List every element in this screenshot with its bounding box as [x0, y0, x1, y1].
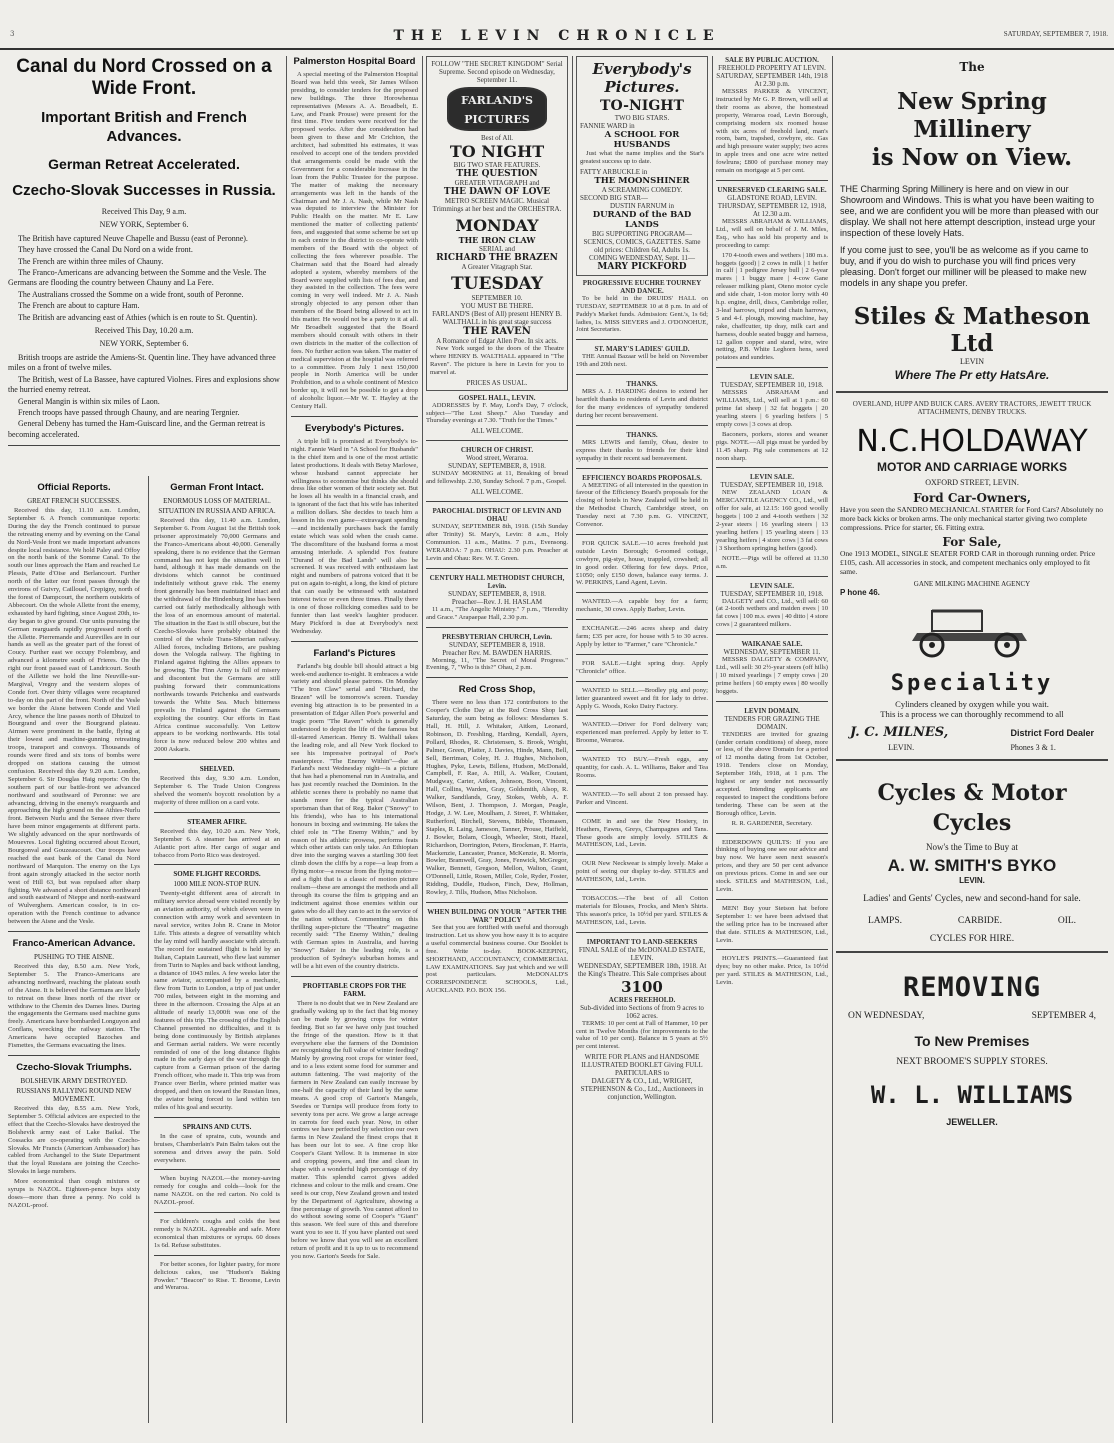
ad-title: Where The Pr etty HatsAre. [894, 368, 1050, 382]
paragraph: The British are advancing east of Athies (which is en route to St. Quentin). [18, 312, 258, 322]
ad-caption: PRICES AS USUAL. [466, 378, 528, 387]
church-caption: SUNDAY, SEPTEMBER, 8, 1918. [448, 462, 546, 471]
ad-caption: FOLLOW "THE SECRET KINGDOM" Serial Supreme. Second episode on Wednesday, September 11. [431, 60, 563, 84]
column-rule [712, 56, 713, 1423]
ad-caption: GANE MILKING MACHINE AGENCY [913, 580, 1031, 588]
ad-caption: JEWELLER. [946, 1117, 998, 1127]
section-subheading: ENORMOUS LOSS OF MATERIAL. [163, 497, 271, 505]
divider [576, 468, 708, 469]
dealer-line [840, 725, 1104, 740]
ad-caption: The [959, 60, 985, 74]
ad-caption: SECOND BIG STAR— [580, 193, 648, 202]
article-body: When buying NAZOL—the money-saving remedy for coughs and colds—look for the name NAZOL on the red carton. No cold is NAZOL-proof. [154, 1175, 280, 1207]
church-notice: SUNDAY, SEPTEMBER 8th, 1918. (15th Sunday after Trinity) St. Mary's, Levin: 8 a.m., Holy Communion. 11 a.m., Matins. 7 p.m., Evensong. WERAROA: 7 p.m. OHAU: 2.30 p.m. Preacher at Levin and Ohau: Rev. W. T. Green. [426, 523, 568, 562]
divider [154, 1255, 280, 1256]
sale-heading: LEVIN SALE. [750, 473, 794, 482]
ad-caption: NEXT BROOME'S SUPPLY STORES. [896, 1057, 1048, 1067]
church-notice: SUNDAY MORNING at 11, Breaking of bread and fellowship. 2.30, Sunday School. 7 p.m., Gospel. [426, 470, 568, 486]
ad-caption: Now's the Time to Buy at [926, 842, 1018, 852]
sale-body: DALGETY and CO., Ltd., will sell: 60 (at 2-tooth wethers and maiden ewes | 10 fat cows | 100 m.s. ewes | 40 ditto | 4 store cows | 2 guaranteed milkers. [716, 597, 828, 629]
ad-caption: LEVIN. [959, 876, 985, 885]
ad-title: TO-NIGHT [600, 98, 684, 114]
section-subheading: SITUATION IN RUSSIA AND AFRICA. [158, 507, 276, 515]
church-notice: 11 a.m., "The Angelic Ministry." 7 p.m., "Heredity and Grace." Arapaepae Hall, 2.30 p.m. [426, 605, 568, 621]
ad-body: Have you seen the SANDRO MECHANICAL STARTER for Ford Cars? Absolutely no more back kicks or broken arms. The only mechanical starter giving two complete compressions. Price for starter, £6. Fitting extra. [840, 505, 1104, 532]
ad-title: Speciality [890, 671, 1054, 696]
subcolumn-official [8, 476, 140, 1423]
classified-ad: OUR New Neckwear is simply lovely. Make a point of seeing our display to-day. STILES and MATHESON, Ltd., Levin. [576, 860, 708, 884]
section-subheading: RUSSIANS RALLYING ROUND NEW MOVEMENT. [16, 1087, 132, 1103]
notice-body: MRS A. J. HARDING desires to extend her heartfelt thanks to residents of Levin and district for the many evidences of sympathy tendered during her recent bereavement. [576, 388, 708, 419]
church-caption: ALL WELCOME. [470, 427, 524, 436]
article-body: In the case of sprains, cuts, wounds and bruises, Chamberlain's Pain Balm takes out the soreness and drives away the pain. Sold everywhere. [154, 1132, 280, 1164]
masthead [0, 0, 1114, 50]
dateline: NEW YORK, September 6. [99, 339, 189, 349]
received-line: Received This Day, 9 a.m. [101, 207, 187, 216]
removal-date-value: SEPTEMBER 4, [1031, 1011, 1096, 1021]
ad-caption: SEPTEMBER 10. [471, 294, 523, 302]
classified-ad: WANTED to SELL.—Brodley pig and pony; letter guaranteed sweet and fit for lady to drive. Apply G. Woods, Koko Dairy Factory. [576, 686, 708, 710]
divider [154, 864, 280, 865]
sale-body: TENDERS are invited for grazing (under certain conditions) of sheep, more or less, of the above Domain for a period of 12 months dating from 1st October, 1918. Tenders close on Monday, September 16th, 1918, at 1 p.m. The highest or any tender not necessarily accepted. Intending applicants are requested to inspect the conditions before tendering. These can be seen at the Borough office, Levin. R. R. GARDENER, Secretary. [716, 730, 828, 827]
dealer-contact [840, 743, 1104, 752]
church-heading: PRESBYTERIAN CHURCH, Levin. [441, 632, 553, 641]
land-sale-caption: WEDNESDAY, SEPTEMBER 18th, 1918. At the King's Theatre. This Sale comprises about [577, 961, 707, 978]
ad-caption: COMING WEDNESDAY, Sept. 11— [589, 253, 695, 262]
section-subheading: STEAMER AFIRE. [187, 817, 247, 826]
article-body: There is no doubt that we in New Zealand are gradually waking up to the fact that big money can be made by growing crops for winter feeding. But so far we have only just touched the fringe of the question. How is it that everywhere else the farmers of the Dominion are recognising the full value of winter feeding? Mainly by growing root crops for winter feed, and to a less extent some food for summer and autumn fattening. The vast majority of the farmers in New Zealand can easily increase by one-half the capacity of their land by the same means. A good crop of Garton's Mangels, Swedes or Turnips will produce from forty to seventy tons per acre. We grow a large acreage in carrots for feed each year. Now, in other centres we have perfected by selection our own farms in New Zealand the finest crops that it has been our lot to see. A fine crop like Cooper's Giant Yellow. It is immense in size and cropping powers, and fine and clean in shape with a wonderful high percentage of dry matter. This splendid carrot gives added richness and colour to the milk and cream. One seed is our crop, New Zealand grown and tested by the Department of Agriculture, showing a fine percentage of growth. You cannot afford to do without sowing some of Cooper's "Giant" this season. We feel sure of this and therefore want you to see it. If you have planted out seed before we know that you will see an excellent return of profit and it is up to us to recommend you now. Garton's Seeds for Sale. [291, 999, 418, 1260]
paragraph: The Franco-Americans are advancing between the Somme and the Vesle. The Germans are flooding the country between Chauny and La Fere. [8, 268, 267, 288]
church-caption: ALL WELCOME. [470, 488, 524, 497]
ad-caption: TWO BIG STARS. [614, 114, 670, 122]
sale-body: NEW ZEALAND LOAN & MERCANTILE AGENCY CO., Ltd., will offer for sale, at 12.15: 160 good woolly hoggets | 100 2 and 4-tooth wethers | 32 2-year steers | 16 yearling steers | 13 yearling heifers | 15 yearling steers | 13 yearling heifers | 4 store cows | 3 fat cows | 3 Shorthorn springing heifers (good). NOTE.—Pigs will be offered at 11.30 a.m. [716, 489, 828, 570]
article-body: Farland's big double bill should attract a big week-end audience to-night. It embraces a wide variety and should please patrons. On Monday "The Iron Claw" serial and "Richard, the Brazen" will be tomorrow's screen. Tuesday evening big attraction is to be presented in a presentation of Edgar Allen Poe's powerful and tragic poem "The Raven" which is generally understood to depict the life of the famous but ill-starred American. Henry B. Walthall takes the leading role, and all New York flocked to see his impressive portrayal of Poe's masterpiece. "The Enemy Within"—due at Farland's next Wednesday night—is a picture that has had a phenomenal run in Australia, and has just recently reached the Dominion. In the athletic scenes there is probably no name that stands more for the typical Australian sportsman than that of Reg. Baker ("Snowy" to his friends), who has to his international honours in boxing and swimming. He takes the chief role in "The Enemy Within," and by reason of his athletic prowess, performs feats which other artists can only take. An Ethiopian dive into the surging waves a startling 300 feet climb down the cliffs by a rope—a leap from a flying motor—a rescue from the flying motor—and a fight that is a classic of motion picture realism—these are amongst the methods and all through its course the film is gripping and an indictment against those enemies within our gates who do all they can to act in the service of the nation without. Commenting on this thrilling super-picture the "Theatre" magazine recently said: "The Enemy Within," dealing with German spies in Australia, and having "Snowy" Baker in the leading role, is a production of Sydney's suburban homes and will be a hit even of the country districts. [291, 662, 418, 971]
section-subheading: GREAT FRENCH SUCCESSES. [27, 497, 121, 505]
sale-heading: WAIKANAE SALE. [741, 640, 803, 649]
divider [576, 339, 708, 340]
notice-body: To be held in the DRUIDS' HALL on TUESDAY, SEPTEMBER 10 at 8 p.m. In aid of Paddy's Market funds. Admission: Gent.'s, 1s 6d; ladies, 1s. MISS SIEVERS and J. O'DONOHUE, Joint Secretaries. [576, 294, 708, 334]
ad-caption: YOU MUST BE THERE. [460, 302, 534, 310]
church-heading: CHURCH OF CHRIST. [460, 446, 534, 455]
divider [576, 715, 708, 716]
church-caption: SUNDAY, SEPTEMBER 8, 1918. [448, 640, 546, 649]
ad-title: THE DAWN OF LOVE [443, 187, 551, 197]
ad-title: REMOVING [902, 972, 1042, 1003]
ad-caption: This is a process we can thoroughly recommend to all [880, 709, 1064, 719]
divider [576, 654, 708, 655]
church-caption: Preacher—Rev. J. H. HASLAM [451, 597, 543, 606]
divider [716, 467, 828, 468]
article-body: Twenty-eight different area of aircraft in military service abroad were visited recently by an aviation authority, of which eleven were in connection with army work and seventeen in naval service, writes John R. Crane in Motor Life. This attests a degree of versatility which the lay mind will hardly associate with aircraft. The record for sustained flight is held by an Italian, Captain Laureati, who flew last summer from Turin to Naples and back without landing, a distance of 1043 miles. A few weeks later the same aviator, accompanied by a mechanic, flew from Turin to London, a trip of just under 700 miles, between eight in the morning and three in the afternoon. Crossing the Alps at an altitude of nearly 13,000ft was one of the features of this trip. The crossing of the English Channel presented no difficulties, and it is being done continuously by British airplanes and German aerial raiders. We were recently reminded of one of the long distance flights made in the early days of the war through the capture from a German prison of the daring French officer, who made it. This trip was from France over Berlin, where printed matter was dropped, and then on toward the Russian lines, the aviator being forced to land within ten miles of his goal and security. [154, 890, 280, 1111]
page-number: 3 [10, 30, 15, 38]
divider [576, 534, 708, 535]
cycle-item: OIL. [1057, 916, 1077, 926]
wire-report [8, 207, 280, 440]
divider [291, 641, 418, 642]
divider [836, 951, 1108, 953]
sale-caption: FREEHOLD PROPERTY AT LEVIN. [718, 64, 826, 72]
ad-caption: FARLAND'S (Best of All) present HENRY B. WALTHALL in his great stage success [432, 310, 562, 326]
column-entertainment-church [426, 56, 568, 1423]
ad-title: For Sale, [942, 535, 1002, 549]
classified-ad: FOR SALE.—Light spring dray. Apply "Chronicle" office. [576, 659, 708, 675]
sale-caption: GLADSTONE ROAD, LEVIN. [727, 193, 817, 202]
section-subheading: PROFITABLE CROPS FOR THE FARM. [302, 981, 407, 998]
farlands-logo-icon: FARLAND'S PICTURES [447, 87, 547, 131]
ad-caption: METRO SCREEN MAGIC. Musical Trimmings at her best and the ORCHESTRA. [432, 197, 562, 213]
ad-title: MARY PICKFORD [597, 261, 687, 272]
article-body: Received this day, 10.20 a.m. New York, September 6. A steamer has arrived at an Atlantic port afire. Her cargo of sugar and tobacco from Porto Rico was destroyed. [154, 827, 280, 859]
divider [8, 445, 280, 446]
ad-caption: GREATER VITAGRAPH and [454, 179, 540, 187]
classified-ad: EXCHANGE.—246 acres sheep and dairy farm; £35 per acre, for house with 5 to 30 acres. Apply by letter to "Farmer," care "Chronicle." [576, 625, 708, 648]
church-notice: ADDRESSES by F. May, Lord's Day, 7 o'clock, subject—"The Lost Sheep." Also Tuesday and Thursday evenings at 7.30. "Truth for the Times." [426, 401, 568, 425]
classified-ad: WANTED TO BUY.—Fresh eggs, any quantity, for cash. A. L. Williams, Baker and Tea Rooms. [576, 756, 708, 779]
sale-body: MESSRS PARKER & VINCENT, instructed by Mr G. P. Brown, will sell at their rooms as above, the homestead property, Weraroa road, Levin Borough, comprising modern six roomed house with six acres of freehold land, man's room, barn, trapshed, cowbyre, etc. Gas and high pressure water supply; two acres in apple trees and one acre wire netted fowlruns; £800 of purchase money may remain on mortgage at 5 per cent. [716, 88, 828, 175]
church-caption: Preacher Rev. M. BAWDEN HARRIS. [442, 648, 552, 657]
ad-title: MONDAY [455, 216, 539, 235]
ad-body: Ladies' and Gents' Cycles, new and second-hand for sale. [863, 894, 1081, 904]
divider [426, 902, 568, 903]
ad-title: is Now on View. [871, 144, 1073, 171]
article-body: Received this day, 8.55 a.m. New York, September 5. Official advices are expected to the effect that the Czecho-Slovaks have destroyed the Bolshevik army east of Lake Baikal. The Cossacks are co-operating with the Czecho-Slovaks. Mr Francis (American Ambassador) has cabled from Archangel to the State Department that the loyal Russians are joining the Czecho-Slovaks in large numbers. More economical than cough mixtures or syrups is NAZOL. Eighteen-pence buys sixty doses—more than three a penny. No cold is NAZOL-proof. [8, 1105, 140, 1209]
sale-body: MESSRS DALGETY & COMPANY, Ltd., will sell: 30 2½-year steers (off hills) | 10 mixed yearlings | 7 empty cows | 20 prime heifers | 60 empty ewes | 80 woolly hoggets. [716, 656, 828, 695]
divider [576, 425, 708, 426]
notice-body: THE Annual Bazaar will be held on November 19th and 20th next. [576, 353, 708, 369]
divider [716, 180, 828, 181]
sale-heading: LEVIN SALE. [750, 581, 794, 590]
paragraph: The French are about to capture Ham. [18, 301, 140, 311]
sale-heading: LEVIN SALE. [750, 373, 794, 382]
ad-caption: BIG SUPPORTING PROGRAM— SCENICS, COMICS, GAZETTES. Same old prices: Children 6d, Adults 1s. [583, 229, 701, 254]
dateline: NEW YORK, September 6. [99, 220, 189, 230]
divider [426, 677, 568, 678]
ad-title: Pictures. [604, 78, 680, 96]
removal-day: ON WEDNESDAY, [848, 1011, 925, 1021]
column-war-news [8, 56, 280, 1423]
ad-caption: CYCLES FOR HIRE. [929, 934, 1015, 944]
ad-caption: SERIAL and [478, 245, 516, 253]
divider [576, 889, 708, 890]
land-sale-terms: TERMS: 10 per cent at Fall of Hammer, 10 per cent in Twelve Months (for improvements to the value of 10 per cent). Balance in 5 years at 5½ per cent interest. [576, 1019, 708, 1051]
classified-ad: COME in and see the New Hosiery, in Heathers, Fawns, Greys, Champagnes and Tans. These goods are simply lovely. STILES & MATHESON, Ltd., Levin. [576, 817, 708, 849]
classified-ad: TOBACCOS.—The best of all Cotton materials for Blouses, Frocks, and Men's Shirts. This season's price, 1s 10½d per yard. STILES & MATHESON, Ltd., Levin. [576, 895, 708, 926]
ad-title: New Spring Millinery [897, 88, 1047, 143]
divider [576, 619, 708, 620]
holdaway-advert [836, 398, 1108, 754]
everybodys-advert [576, 56, 708, 276]
column-notices [576, 56, 708, 1423]
divider [8, 931, 140, 932]
sale-heading: LEVIN DOMAIN. [744, 706, 800, 715]
divider [576, 854, 708, 855]
divider [154, 812, 280, 813]
section-heading: Everybody's Pictures. [305, 422, 404, 434]
ad-caption: DUSTIN FARNUM in [609, 201, 675, 210]
ad-heading: WHEN BUILDING ON YOUR "AFTER THE WAR" POLICY [427, 907, 567, 924]
divider [576, 750, 708, 751]
ad-title: Everybody's [592, 60, 692, 78]
ad-title: THE QUESTION [456, 169, 538, 179]
divider [576, 932, 708, 933]
ad-title: N.C.HOLDAWAY [856, 424, 1088, 459]
article-body: Received this day, 9.30 a.m. London, September 6. The Trade Union Congress shelved the women's boycott resolution by a majority of three million on a card vote. [154, 775, 280, 806]
classified-ad: FOR QUICK SALE.—10 acres freehold just outside Levin Borough; 6-roomed cottage, cowbyre, pig-stye, house, trappled, cowshed; all in good order. Offering for few days. Price, £1050; only £150 down, balance easy terms. J. W. PERKINS, Land Agent, Levin. [576, 539, 708, 587]
column-rule [832, 56, 833, 1423]
ad-title: THE MOONSHINER [594, 175, 690, 186]
section-subheading: SPRAINS AND CUTS. [182, 1122, 252, 1131]
ad-title: RICHARD THE BRAZEN [436, 253, 558, 263]
sale-caption: WEDNESDAY, SEPTEMBER 11. [723, 648, 821, 657]
land-sale-caption: ACRES FREEHOLD. [608, 995, 676, 1004]
cycles-advert [836, 766, 1108, 946]
divider [426, 568, 568, 569]
section-subheading: PUSHING TO THE AISNE. [33, 953, 115, 962]
article-body: Received this day, 8.50 a.m. New York, September 5. The Franco-Americans are advancing northward, reaching the plateau south of the Aisne. It is believed the Germans are likely to retreat on these lines north of the river or withdraw to the Chemin des Dames lines. During the engagements the Germans used machine guns freely. Americans have bombarded Longuyon and Conflans, wrecking the railway station. The Americans have occupied Bazoches and Fismettes, the Germans evacuating the lines. [8, 963, 140, 1050]
ad-body: See that you are fortified with useful and thorough instruction. Let us show you how easy it is to acquire a useful commercial business course. Our Booklet is free. Write to-day. BOOK-KEEPING, SHORTHAND, ACCOUNTANCY, COMMERCIAL LAW EXAMINATIONS. Say just which and we will post particulars. McDONALD'S CORRESPONDENCE SCHOOLS, Ltd., AUCKLAND. P.O. BOX 156. [426, 923, 568, 995]
section-heading: Czecho-Slovak Triumphs. [16, 1062, 132, 1073]
church-heading: CENTURY HALL METHODIST CHURCH, Levin. [429, 573, 565, 590]
church-heading: PAROCHIAL DISTRICT OF LEVIN AND OHAU [432, 507, 562, 524]
divider [716, 833, 828, 834]
notice-heading: THANKS. [626, 430, 658, 439]
divider [154, 759, 280, 760]
ad-caption: FANNIE WARD in [580, 122, 635, 130]
sale-heading: UNRESERVED CLEARING SALE. [717, 185, 827, 194]
classified-ad: WANTED.—To sell about 2 ton pressed hay. Parker and Vincent. [576, 790, 708, 806]
divider [836, 391, 1108, 393]
section-subheading: SOME FLIGHT RECORDS. [173, 870, 261, 879]
removal-date [840, 1011, 1104, 1021]
section-heading: German Front Intact. [170, 482, 264, 493]
section-heading: Farland's Pictures [313, 647, 396, 659]
deck-headline: Czecho-Slovak Successes in Russia. [12, 182, 276, 199]
divider [8, 1055, 140, 1056]
divider [576, 812, 708, 813]
article-body: For better scones, for lighter pastry, for more delicious cakes, use "Hudson's Baking Powder." "Beacon" to Rise. T. Broome, Levin and Weraroa. [154, 1260, 280, 1292]
paragraph: General Mangin is within six miles of Laon. [18, 396, 160, 406]
classified-ad: HOYLE'S PRINTS.—Guaranteed fast dyes; buy no other make. Price, 1s 10½d per yard. STILES & MATHESON, Ltd., Levin. [716, 955, 828, 987]
ad-body: Just what the name implies and the Star's greatest success up to date. [580, 150, 704, 165]
ad-caption: FATTY ARBUCKLE in [580, 167, 648, 176]
subcolumn-german-front [148, 476, 280, 1423]
column-rule [422, 56, 423, 1423]
ad-body: THE Charming Spring Millinery is here and on view in our Showroom and Windows. This is what you have been waiting to see, and we are confident you will be more than pleased with our display. We shall not here attempt description, instead urge your inspection of these lovely Hats. [840, 184, 1099, 238]
sale-caption: TUESDAY, SEPTEMBER 10, 1918. [720, 381, 824, 390]
paragraph: They have crossed the Canal Du Nord on a wide front. [18, 245, 193, 255]
cycle-items [840, 916, 1104, 926]
dealer-role: District Ford Dealer [1010, 728, 1094, 738]
ad-title: THE RAVEN [463, 326, 531, 337]
cycle-item: LAMPS. [867, 916, 902, 926]
notice-heading: PROGRESSIVE EUCHRE TOURNEY AND DANCE. [582, 278, 702, 295]
land-sale-heading: IMPORTANT TO LAND-SEEKERS [586, 937, 698, 946]
land-sale-caption: DALGETY & CO., Ltd., WRIGHT, STEPHENSON & Co., Ltd., Auctioneers in conjunction, Wellington. [580, 1077, 704, 1102]
ad-caption: LEVIN [960, 357, 984, 366]
dealer-name: J. C. MILNES, [850, 725, 949, 740]
divider [716, 634, 828, 635]
sale-caption: TENDERS FOR GRAZING THE DOMAIN. [724, 714, 820, 731]
ad-caption: OVERLAND, HUPP AND BUICK CARS. AVERY TRACTORS, JEWETT TRUCK ATTACHMENTS, DENBY TRUCKS. [852, 400, 1092, 416]
section-subheading: BOLSHEVIK ARMY DESTROYED. [20, 1077, 128, 1085]
section-heading: Official Reports. [37, 482, 111, 493]
sale-body: MESSRS ABRAHAM & WILLIAMS, Ltd., will sell on behalf of J. M. Miles, Esq., who has sold his property and is proceeding to camp: 170 4-tooth ewes and wethers | 180 m.s. hoggets (good) | 2 cows in milk | 1 heifer in calf | 1 pedigree Jersey bull | 2 6-year mares | 1 buggy mare | 4-cow Gane releaser milking plant, Oteno motor cycle and side chair, 1-ton motor lorry with 40 h.p. engine, drill, discs, Cambridge roller, 3-leaf harrows, tripod and chain harrows, 5 and 4-f. plough, mowing machine, hay rake, chaffcutter, tip dray, milk cart and harness, double seated buggy and harness, 12 gallon copper and stand, wire, wire netting, P.B. White Leghorn hens, seed potatoes and sundries. [716, 217, 828, 362]
divider [291, 416, 418, 417]
paragraph: French troops have passed through Chauny, and are nearing Tergnier. [18, 407, 240, 417]
ad-caption: A Greater Vitagraph Star. [461, 263, 533, 271]
divider [716, 899, 828, 900]
divider [836, 759, 1108, 761]
paragraph: The British, west of La Bassee, have captured Violnes. Fires and explosions show the hurried enemy retreat. [8, 374, 280, 395]
ad-caption: A Romance of Edgar Allen Poe. In six acts. [436, 337, 558, 345]
deck-headline: Important British and French Advances. [41, 109, 247, 145]
section-heading: Palmerston Hospital Board [293, 56, 416, 67]
ad-body: New York surged to the doors of the Theatre where HENRY B. WALTHALL appeared in "The Raven". The picture is here in Levin for you to marvel at. [430, 345, 564, 376]
paragraph: British troops are astride the Amiens-St. Quentin line. They have advanced three miles on a front of twelve miles. [8, 352, 276, 373]
ford-car-icon [902, 601, 1042, 659]
divider [716, 949, 828, 950]
notice-heading: EFFICIENCY BOARDS PROPOSALS. [582, 473, 702, 482]
dealer-phones: Phones 3 & 1. [1010, 743, 1056, 752]
ad-title: To New Premises [914, 1033, 1030, 1049]
column-display-ads [836, 56, 1108, 1423]
divider [154, 1117, 280, 1118]
removing-advert [836, 958, 1108, 1129]
land-sale-caption: WRITE FOR PLANS and HANDSOME ILLUSTRATED BOOKLET Giving FULL PARTICULARS to [581, 1053, 703, 1078]
ad-title: TO NIGHT [449, 142, 545, 161]
church-heading: GOSPEL HALL, LEVIN. [458, 393, 536, 402]
ad-caption: OXFORD STREET, LEVIN. [925, 478, 1019, 487]
notice-heading: THANKS. [626, 380, 658, 389]
sale-caption: TUESDAY, SEPTEMBER 10, 1918. [720, 481, 824, 490]
ad-title: Ford Car-Owners, [913, 491, 1031, 505]
divider [426, 627, 568, 628]
section-subheading: 1000 MILE NON-STOP RUN. [173, 880, 261, 889]
ad-caption: BIG TWO STAR FEATURES. [453, 161, 541, 169]
sale-caption: TUESDAY, SEPTEMBER 10, 1918. [720, 589, 824, 598]
land-sale-caption: Sub-divided into Sections of from 9 acres to 1062 acres. [580, 1003, 704, 1020]
column-rule [572, 56, 573, 1423]
divider [426, 501, 568, 502]
ad-title: Stiles & Matheson Ltd [853, 303, 1091, 357]
article-body: A special meeting of the Palmerston Hospital Board was held this week, Sir James Wilson presiding, to consider tenders for the proposed new buildings. The three Horowhenua representatives (Messrs A. A. Broadbelt, E. Law, and Frank Prouse) were present for the first time. Five tenders were received for the proposed works. After due consideration had been given to these and Mr Crichton, the architect, had submitted his estimates, it was resolved to accept one of the tenders provided that arrangements could be made with the Government for a considerable increase in the loan from the Public Trustee for the purpose. The matter of making the necessary arrangements was left in the hands of the Chairman and Mr J. A. Nash, while Mr Nash was deputed to interview the Minister for Public Health on the matter. Mr E. Law mentioned the matter of collecting patients' fees, and suggested that some scheme be set up in each centre in the district to co-operate with members of the Board with the object of collecting the fees wherever possible. The Chairman said that the Board had already adopted a system, whereby members of the Board were supplied with lists of fees due, and they assisted in the collection. The fees were coming in very well indeed. Mr J. A. Nash strongly objected to any person other than members of the Board being allowed to act in this matter. He would not be a party to it at all. Mr Broadbelt suggested that the Board members should consult with others in their own districts in the matter of the collection of fees. No further action was taken. The matter of medical supervision at the hospital was referred to a committee. From July 1 next 150,000 people in North America will be under Prohibition, and to a whole continent of Mexico border up, it will not be possible to get a drop of alcoholic liquor.—Mr W. T. Hayley at the Century Hall. [291, 71, 418, 411]
divider [716, 701, 828, 702]
paragraph: The British have captured Neuve Chapelle and Bussu (east of Peronne). [18, 233, 248, 243]
divider [291, 976, 418, 977]
ad-title: MOTOR AND CARRIAGE WORKS [877, 460, 1067, 474]
divider [426, 440, 568, 441]
section-subheading: SHELVED. [199, 765, 235, 774]
ad-title: TUESDAY [451, 274, 543, 294]
ad-body: If you come just to see, you'll be as welcome as if you came to buy, and if you do wish to purchase you will find prices very pleasing. Don't forget our milliner will be pleased to make new models in any shape you prefer. [840, 245, 1089, 288]
notice-body: MRS LEWIS and family, Ohau, desire to express their thanks to friends for their kind sympathy in their recent sad bereavement. [576, 438, 708, 462]
received-line: Received This Day, 10.20 a.m. [94, 326, 194, 336]
farlands-advert [426, 56, 568, 391]
deck-headline: German Retreat Accelerated. [48, 156, 240, 172]
ad-caption: A SCREAMING COMEDY. [601, 185, 683, 194]
ad-caption: P hone 46. [840, 588, 880, 597]
notice-heading: ST. MARY'S LADIES' GUILD. [594, 345, 690, 354]
newspaper-title: THE LEVIN CHRONICLE [393, 28, 721, 44]
divider [576, 592, 708, 593]
divider [576, 785, 708, 786]
sale-heading: SALE BY PUBLIC AUCTION. [725, 56, 819, 64]
ad-title: Cycles & Motor Cycles [877, 780, 1067, 836]
paragraph: The French are within three miles of Chauny. [18, 256, 164, 266]
divider [576, 374, 708, 375]
divider [154, 1212, 280, 1213]
divider [576, 681, 708, 682]
section-heading: Franco-American Advance. [12, 938, 136, 950]
ad-title: A SCHOOL FOR HUSBANDS [604, 130, 680, 150]
acreage-figure: 3100 [621, 977, 663, 996]
main-headline: Canal du Nord Crossed on a Wide Front. [16, 56, 272, 99]
ad-title: DURAND of the BAD LANDS [592, 209, 692, 230]
paragraph: The Australians crossed the Somme on a wide front, south of Peronne. [18, 289, 244, 299]
classified-ad: EIDERDOWN QUILTS: If you are thinking of buying one see our advice and buy now. We have seen next season's prices, and they are 50 per cent advance on previous prices. Come in and see our stock. STILES and MATHESON, Ltd., Levin. [716, 838, 828, 893]
cycle-item: CARBIDE. [957, 916, 1002, 926]
sale-caption: THURSDAY, SEPTEMBER 12, 1918, At 12.30 a.m. [717, 201, 827, 218]
paragraph: General Debeny has turned the Ham-Guiscard line, and the German retreat is becoming accelerated. [8, 419, 266, 439]
notice-body: A MEETING of all interested in the question in favour of the Efficiency Board's proposals for the closing of hotels in New Zealand will be held in the Methodist Church, Cambridge street, on Tuesday next at 7.30 p.m. G. VINCENT, Convenor. [576, 481, 708, 529]
article-body: A triple bill is promised at Everybody's to-night. Fannie Ward in "A School for Husbands" is the chief item and is one of the most artistic latest productions. It deals with Betsy Marlowe, whose husband cannot appreciate her willingness to economise but thinks she should dress like other women of their society set. But he loses all his wealth in a financial crash, and is ignorant of the fact that his wife has inherited a million dollars. She decides to teach him a lesson in his own game—extravagant spending—and incidentally purchases back the family estate which was sold when the crash came. The discomfiture of the husband forms a most amusing interlude. A splendid Fox feature "Durand of the Bad Lands" will also be screened. It was received with enthusiasm last night and numbers of patrons voiced that it be put on again to-night, a long, the kind of picture that can easily be witnessed with sustained interest twice or even three times. Finally there is one of those rollicking comedies said to be funnier than last week's laughter producer. Mary Pickford is due at Everybody's next Wednesday. [291, 437, 418, 635]
article-body: There were no less than 172 contributors to the Cooper's Clothe Day at the Red Cross Shop last Saturday, the sum being as follows: Mesdames S. Hall, H. Hill, J. Whitaker, Aitken, Leonard, Robinson, D. Freshling, Harding, Kendall, Ayers, Pollard, Rhodes, R. Christensen, S. Brook, Wright, Palmer, Green, Platter, J. Davies, Hinde, Mann, Bell, Sell, Berriman, Coley, H. J. Hughes, Nicholson, Hughes, Pyke, Lewis, Billens, Hudson, McDonald, Campbell, F. Rae, A. Hill, A. Walker, Coutant, Mudgway, Carter, Aitken, Johnson, Boon, Vincent, Hall, Collins, Warden, Gray, Goldsmith, Alsop, R. Walker, Sandilands, Gray, Stokes, Webb, A. F. Wilson, Bent, J. Thompson, J. Morgan, Peagle, Hodge, J. W. Lee, Moulham, J. Street, F. Whittaker, Rutherford, Birchell, Stevens, Bibble, Thomasen, Staples, R. Laing, Jameson, Tanner, Prouse, Hatfield, J. Bowler, Bolam, Clough, Wheeler, Stott, Hazel, Richardson, Dorrington, Peters, Brockman, F. Harris, Mackenzie, Lancaster, Prance, McKenzie, R. Morris, Bowler, Bramwell, Gray, Jones, Fenwick, McGregor, Walker, Bennett, Gregson, Mellon, Walton, Grant, O'Donnell, Little, Rosen, Miller, Cole, Ryder, Foster, Ridding, Duddle, Hudson, Finch, Dew, Hollman, Rowley, J. Tills, Hudson, Miss Nicholson. [426, 699, 568, 897]
column-rule [286, 56, 287, 1423]
divider [716, 576, 828, 577]
section-heading: Red Cross Shop, [458, 684, 536, 696]
ad-title: W. L. WILLIAMS [870, 1081, 1074, 1109]
article-body: For children's coughs and colds the best remedy is NAZOL. Agreeable and safe. More economical than mixtures or syrups. 60 doses 1s 6d. Refuse substitutes. [154, 1218, 280, 1249]
millinery-advert [836, 56, 1108, 386]
article-body: Received this day, 11.10 a.m. London, September 6. A French communique reports: During the day the French continued to pursue the retreating enemy and by evening on the Canal du Nord-Vesle front we made important advances despite local resistance. We hold Paley and Offoy on the north bank of the Somme Canal. To the south our lines approach the Ham and reached Le Plessis, Patte d'Oise and Berlancourt. Further north of the latter our front passes through the environs of Guivry, Caillouel, Crepigny, north of the forest of Dampcourt, the northern outskirts of Abbecourt. On the whole Allette front the enemy, exhausted by hard fighting, since August 20th, to-day began to give ground. Our units pursuing the German rearguards rapidly progressed north of the Allette. Pierremande and Aurevilles are in our hands as well as the greater part of the forest of Coucy. Further east we occupy Folembray, and advanced a kilometre south of Frieres. On the right our front passed east of Landricourt. South of the Aillette we hold the line Neuville-sur-Margival, Vregny and the western slopes of Conde fort. Over thirty villages were recaptured to-day on this part of the front. North of the Vesle we border the Aisne between Conde and Vieil Arcy, whence the line passes north of Dhuizel to Bourgrand and over the Bourgrand plateau. Airmen were prominent in the battle, flying at their lowest and machine-gunning retreating troops, transport and convoys. Thousands of rounds were fired and six tons of bombs were dropped on stations causing the utmost confusion. Received this day 9.20 a.m. London, September 6. Sir Douglas Haig reports: On the southern part of our battle-front we advanced northward and southward of Peronne: we are advancing, driving in the enemy's rearguards and approaching the high ground on the Athies-Nurlu front. Between Nurlu and the Sensee river there have been minor engagements at different parts. We slightly advanced on the spur northwards of Mouevres. Local fighting occurred about Ecourt, Bourgonval and Gouzeaucourt. Our troops have reached the east bank of the Canal du Nord northward of Marquion. The enemy on the Lys front again strongly attacked in the sector north west of Hill 63, but was repulsed after sharp fighting. We advanced a short distance northward and south eastward of Nieppe and north-eastward of Wulverghem. American cosslor, is in co-operation with the French continue to advance between the Aisne and the Vesle. [8, 507, 140, 926]
column-local-news [291, 56, 418, 1423]
classified-ad: WANTED.—A capable boy for a farm; mechanic, 30 cows. Apply Barber, Levin. [576, 598, 708, 614]
classified-ad: WANTED.—Driver for Ford delivery van; experienced man preferred. Apply by letter to T. Broome, Weraroa. [576, 721, 708, 745]
classified-ad: MEN! Buy your Stetson hat before September 1: we have been advised that the selling price has to be increased after that date. STILES & MATHESON, Ltd., Levin. [716, 904, 828, 944]
ad-title: THE IRON CLAW [458, 235, 536, 245]
ad-title: A. W. SMITH'S BYKO [887, 856, 1057, 875]
article-body: Received this day, 11.40 a.m. London, September 6. From August 1st the British took prisoner approximately 70,000 Germans and the Franco-Americans about 40,000. Generally speaking, there is no evidence that the German command has not kept the situation well in hand, although it has made demands on the divisions which cannot be continued indefinitely without grave risk. The enemy front generally has been maintained intact and the withdrawal of the Hindenburg line has been carried out fairly methodically although with the loss of an enormous amount of material. The situation in the East is still obscure, but the Czecho-Slovaks have probably obtained the control of the whole Trans-Siberian railway. Allied forces, including Britons, are pushing down the Vologda railway. The fighting in Finland against fighting the Allies appears to be growing. The Finn Army is full of misery and discontent but the Germans are still pushing forward their communications northwards towards Petchenka and eastwards towards the White Sea. Much bitterness prevails in Finland against the Germans exploiting the country. Our efforts in East Africa continue successfully. Von Lettow appears to be working northwards. His total force is now reduced below 200 whites and 2000 Askaris. [154, 517, 280, 754]
issue-date: SATURDAY, SEPTEMBER 7, 1918. [1003, 30, 1108, 38]
church-notice: Morning, 11, "The Secret of Moral Progress." Evening, 7, "Who is this?" Ohau, 2 p.m. [426, 656, 568, 672]
sale-body: MESSRS ABRAHAM and WILLIAMS, Ltd., will sell at 1 p.m.: 60 prime fat sheep | 32 fat hoggets | 20 yearling steers | 6 yearling heifers | 5 empty cows | 3 cows at drop. Baconers, porkers, stores and weaner pigs. NOTE.—All pigs must be yarded by 11.45 sharp. Pig sale commences at 12 noon sharp. [716, 389, 828, 462]
church-caption: SUNDAY, SEPTEMBER, 8, 1918. [448, 589, 546, 598]
divider [154, 1169, 280, 1170]
ad-caption: Cylinders cleaned by oxygen while you wait. [895, 699, 1049, 709]
column-stock-sales [716, 56, 828, 1423]
sale-caption: SATURDAY, SEPTEMBER 14th, 1918 At 2.30 p.m. [716, 72, 828, 88]
divider [716, 367, 828, 368]
church-caption: Wood street, Weraroa. [465, 454, 529, 463]
ad-caption: Best of All. [480, 134, 514, 142]
dealer-town: LEVIN. [888, 743, 915, 752]
land-sale-caption: FINAL SALE of the McDONALD ESTATE, LEVIN. [578, 945, 706, 962]
ad-body: One 1913 MODEL, SINGLE SEATER FORD CAR in thorough running order. Price £105, cash. All accessories in stock, and competent mechanics only employed to fit same. [840, 549, 1096, 576]
